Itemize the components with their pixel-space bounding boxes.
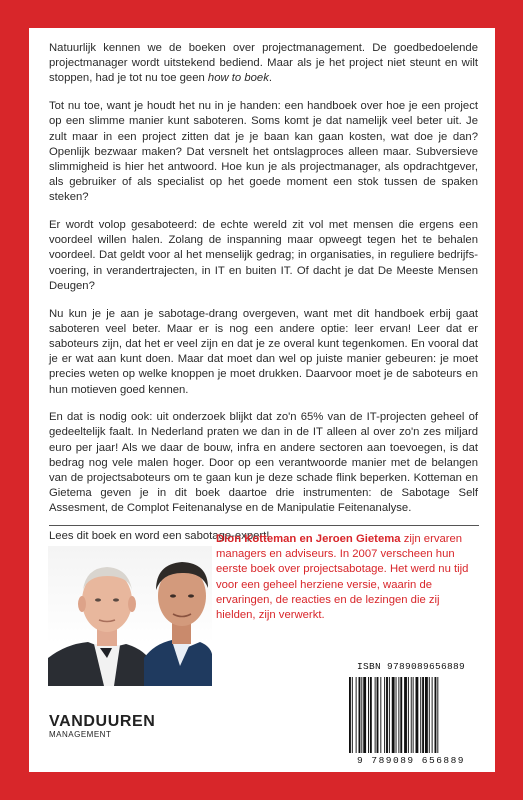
back-cover-panel (29, 28, 495, 772)
publisher-logo (49, 714, 155, 740)
publisher-name: VANDUUREN (49, 713, 156, 730)
paragraph-3: Er wordt volop gesaboteerd: de echte wereld zit vol met mensen die ergens een voordeel willen halen. Zolang de inspanning maar opweegt tegen het te behalen voordeel. Dat geldt voor al het menselijk gedrag; in organisaties, in reguliere bedrijfs-voering, in verandertrajecten, in IT en buiten IT. Of dacht je dat De Meeste Mensen Deugen? (49, 219, 478, 292)
author-bio: Dion Kotteman en Jeroen Gietema zijn ervaren managers en adviseurs. In 2007 verscheen hun eerste boek over projectsabotage. Het werd nu tijd voor een geheel herziene versie, waarin de ervaringen, de reacties en de lezingen die zij hielden, zijn verwerkt. (216, 533, 469, 622)
publisher-imprint: MANAGEMENT (49, 730, 112, 739)
divider-line (49, 525, 479, 526)
paragraph-2: Tot nu toe, want je houdt het nu in je handen: een handboek over hoe je een project op een slimme manier kunt saboteren. Soms komt je dat namelijk veel beter uit. Je zult maar in een project zitten dat je je baan kan gaan kosten, wat doe je dan? Openlijk bezwaar maken? Dat versnelt het ontslagproces alleen maar. Subversieve slimmigheid is hier het antwoord. Hoe kun je als projectmanager, als opdrachtgever, als gebruiker of als specialist op het goede moment een stok tussen de spaken steken? (49, 100, 478, 204)
isbn-barcode (344, 661, 478, 770)
paragraph-5: En dat is nodig ook: uit onderzoek blijkt dat zo'n 65% van de IT-projecten geheel of gedeeltelijk faalt. In Nederland praten we dan in de IT alleen al over zo'n zes miljard euro per jaar! Als we daar de bouw, infra en andere sectoren aan toevoegen, is dat bedrag nog vele malen hoger. Door op een verantwoorde manier met de belangen van de projectsaboteurs om te gaan kun je deze schade flink beperken. Kotteman en Gietema geven je in dit boek daartoe drie instrumenten: de Sabotage Self Assesment, de Complot Feitenanalyse en de Manipulatie Feitenanalyse. (49, 411, 478, 515)
paragraph-6: Lees dit boek en word een sabotage-expert! (49, 530, 270, 543)
blurb (49, 41, 478, 557)
paragraph-4: Nu kun je je aan je sabotage-drang overgeven, want met dit handboek erbij gaat saboteren veel beter. Maar er is nog een andere optie: leer ervan! Leer dat er saboteurs zijn, dat het er veel zijn en dat je ze overal kunt tegenkomen. En vooral dat je er wat aan kunt doen. Maar dat moet dan wel op juiste manier gebeuren: je moet precies weten op welke knoppen je moet drukken. Daarvoor moet je de saboteurs en hun motieven goed kennen. (49, 307, 478, 396)
author-names: Dion Kotteman en Jeroen Gietema (216, 533, 401, 545)
isbn-label: ISBN 9789089656889 (356, 661, 466, 672)
barcode-icon (349, 677, 473, 753)
isbn-digits: 9 789089 656889 (356, 755, 465, 766)
author-photo (48, 546, 212, 686)
paragraph-1: Natuurlijk kennen we de boeken over projectmanagement. De goedbedoelende projectmanager wordt uitstekend bediend. Maar als je het project niet steunt en wilt stoppen, had je tot nu toe geen how to boek. (49, 42, 478, 85)
emphasis-how-to: how to boek (207, 72, 269, 85)
authors-portrait-image (48, 546, 212, 686)
